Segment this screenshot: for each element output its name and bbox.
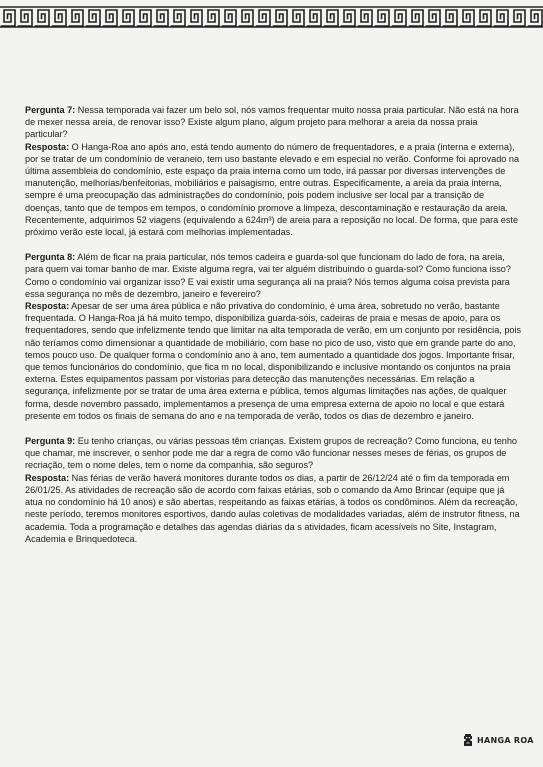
answer-label: Resposta: [25,472,70,483]
answer-label: Resposta: [25,141,70,152]
question-label: Pergunta 7: [25,105,76,115]
question-label: Pergunta 8: [25,252,76,263]
answer-label: Resposta: [25,301,70,312]
question-label: Pergunta 9: [25,436,76,447]
question-7 [25,104,522,141]
answer-9 [25,472,522,545]
question-9 [25,435,522,472]
question-text: Além de ficar na praia particular, nós temos cadeira e guarda-sol que funcionam do lado de fora, na areia, para quem vai tomar banho de mar. Existe alguma regra, vai ter alguém distribuindo o guarda-sol? Como funciona isso? Como o condomínio vai organizar isso? E vai existir uma segurança ali na praia? Nós temos alguma coisa prevista para essa segurança no mês de dezembro, janeiro e fevereiro? [25,252,511,299]
question-text: Eu tenho crianças, ou várias pessoas têm crianças. Existem grupos de recreação? Como funciona, eu tenho que chamar, me inscrever, o senhor pode me dar a regra de como vão funcionar nesses meses de férias, os grupos de recriação, tem o nome deles, tem o nome da companhia, são seguros? [25,436,518,471]
greek-key-border [0,6,543,28]
answer-text: Apesar de ser uma área pública e não privativa do condomínio, é uma área, sobretudo no verão, bastante frequentada. O Hanga-Roa já há muito tempo, disponibiliza guarda-sóis, cadeiras de praia e mesas de apoio, para os frequentadores, sendo que infelizmente tendo que limitar na alta temporada de verão, em um conjunto por residência, pois não teríamos como dimensionar a quantidade de mobiliário, com base no pico de uso, visto que em grande parte do ano, temos pouco uso. De qualquer forma o condomínio ano à ano, tem aumentado a quantidade dos jogos. Importante frisar, que temos funcionários do condomínio, que fica m no local, disponibilizando e inclusive montando os conjuntos na praia externa. Estes equipamentos passam por vistorias para detecção das manutenções necessárias. Em relação a segurança, infelizmente por se tratar de uma área externa e pública, temos algumas limitações nas ações, de qualquer forma, desde novembro passado, implementamos a presença de uma empresa externa de apoio no local e que estará presente em todos os finais de semana do ano e na temporada de verão, todos os dias de dezembro e janeiro. [25,301,522,421]
qa-document [25,104,522,558]
question-8 [25,251,522,300]
moai-icon [462,733,474,747]
answer-text: O Hanga-Roa ano após ano, está tendo aumento do número de frequentadores, e a praia (interna e externa), por se tratar de um condomínio de veraneio, tem uso bastante elevado e em especial no verão. Conforme foi aprovado na última assembleia do condomínio, este espaço da praia interna como um todo, irá passar por diversas intervenções de manutenção, melhorias/benfeitorias, mobiliários e paisagismo, entre outras. Especificamente, a areia da praia interna, sempre é uma preocupação das administrações do condomínio, pois podem inclusive ser local par a transição de doenças, tanto que de tempos em tempos, o condomínio promove a limpeza, descontaminação e restauração da areia. Recentemente, adquirimos 52 viagens (equivalendo a 624m³) de areia para a reposição no local. De forma, que para este próximo verão este local, já estará com melhorias implementadas. [25,141,520,238]
qa-block-7 [25,104,522,238]
answer-7 [25,141,522,239]
hanga-roa-logo [462,733,534,747]
qa-block-8 [25,251,522,422]
logo-text: HANGA ROA [477,735,534,745]
qa-block-9 [25,435,522,545]
answer-text: Nas férias de verão haverá monitores durante todos os dias, a partir de 26/12/24 até o fim da temporada em 26/01/25. As atividades de recreação são de acordo com faixas etárias, sob o comando da Amo Brincar (equipe que já atua no condomínio há 10 anos) e são abertas, respeitando as faixas etárias, à todos os condôminos. Além da recreação, neste período, teremos monitores esportivos, dando aulas coletivas de modalidades variadas, além de instrutor fitness, na academia. Toda a programação e detalhes das agendas diárias da s atividades, ficam acessíveis no Site, Instagram, Academia e Brinquedoteca. [25,472,520,544]
question-text: Nessa temporada vai fazer um belo sol, nós vamos frequentar muito nossa praia particular. Não está na hora de mexer nessa areia, de renovar isso? Existe algum plano, algum projeto para melhorar a areia da nossa praia particular? [25,105,519,140]
answer-8 [25,300,522,422]
